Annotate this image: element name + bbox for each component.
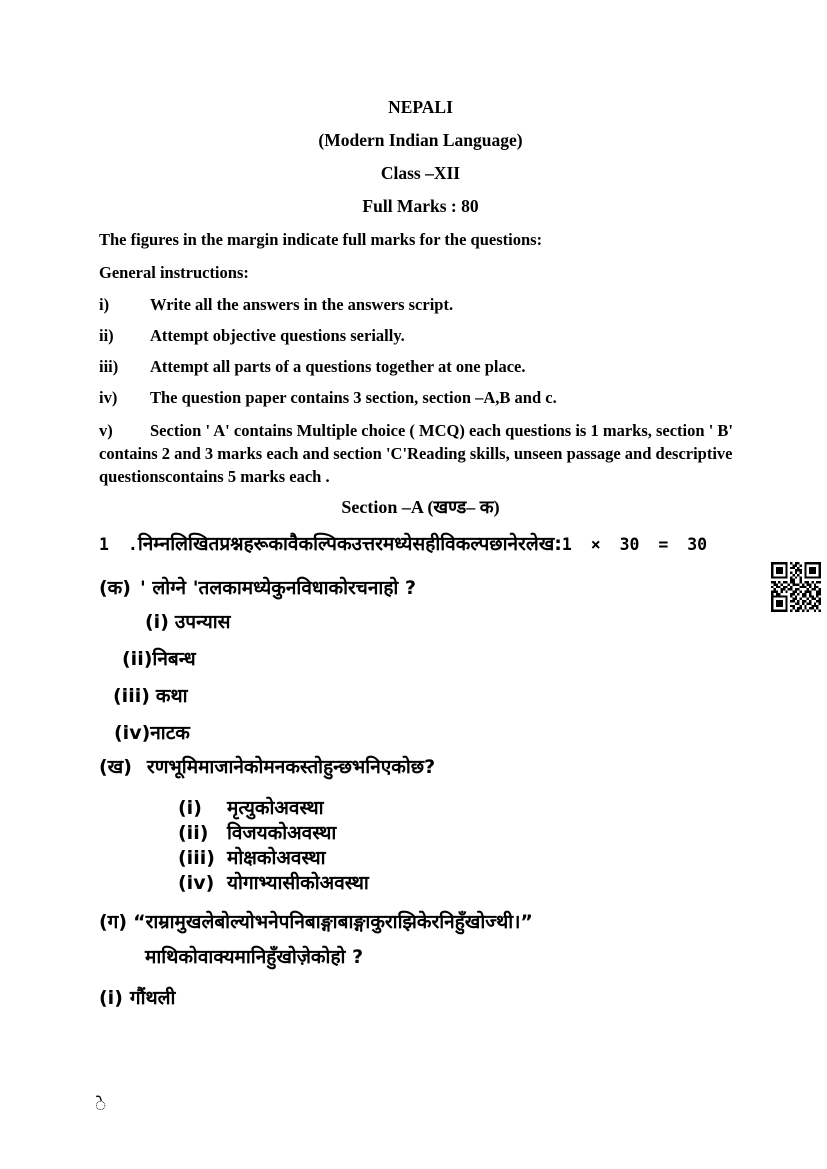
sub-question-label: (क) [99,577,131,599]
option-kha-iv [178,871,742,896]
option-label: (i) [145,611,169,633]
instruction-text: Attempt objective questions serially. [150,326,405,345]
sub-question-ga [99,909,742,935]
instruction-label: ii) [99,326,114,345]
paper-header [99,97,742,216]
instruction-item-3 [99,357,742,377]
option-text: निबन्ध [152,648,196,670]
instruction-label: v) [99,421,113,440]
option-label: (iv) [178,872,215,894]
instruction-text: Attempt all parts of a questions together at one place. [150,357,526,376]
paper-title: NEPALI [388,97,453,117]
option-text: योगाभ्यासीकोअवस्था [227,872,369,894]
option-kha-ii [178,821,742,846]
option-label: (iv) [114,722,151,744]
option-ka-iv [114,720,742,746]
section-a-heading [99,495,742,519]
option-text: कथा [155,685,188,707]
class-line: Class –XII [380,163,461,183]
sub-question-label: (ख) [99,756,132,778]
instruction-item-5 [99,419,742,488]
option-label: (i) [99,987,123,1009]
options-ka [99,609,742,746]
question-1-number: 1 . [99,535,138,554]
sub-question-ka [99,575,742,601]
sub-question-kha [99,754,742,780]
instruction-label: iii) [99,357,119,376]
sub-question-label: (ग) [99,911,128,933]
option-text: मृत्युकोअवस्था [227,797,324,819]
section-a-heading-text: Section –A (खण्ड– क) [341,497,500,517]
option-label: (i) [178,797,202,819]
option-label: (ii) [122,648,153,670]
option-label: (iii) [178,847,215,869]
instruction-text: The question paper contains 3 section, section –A,B and c. [150,388,557,407]
question-1 [99,531,742,558]
option-kha-iii [178,846,742,871]
stray-diacritic-mark: े [95,1094,107,1116]
option-ga-i [99,985,742,1011]
instruction-item-2 [99,326,742,346]
question-1-marks: 1 × 30 = 30 [561,535,708,554]
sub-question-quote: “राम्रामुखलेबोल्योभनेपनिबाङ्गाबाङ्गाकुराझिकेरनिहुँखोज्थी।” [133,911,533,933]
option-text: गौंथली [129,987,176,1009]
options-kha [178,796,742,896]
instruction-item-1 [99,295,742,315]
instruction-label: i) [99,295,110,314]
sub-question-text: ' लोग्ने 'तलकामध्येकुनविधाकोरचनाहो ? [139,577,416,599]
option-text: उपन्यास [174,611,231,633]
option-kha-i [178,796,742,821]
instruction-label: iv) [99,388,118,407]
qr-code [771,562,821,612]
sub-question-ga-line2: माथिकोवाक्यमानिहुँखोज़ेकोहो ? [145,946,364,968]
instruction-item-4 [99,388,742,408]
paper-subtitle: (Modern Indian Language) [318,130,523,150]
sub-question-text: रणभूमिमाजानेकोमनकस्तोहुन्छभनिएकोछ? [146,756,436,778]
option-label: (ii) [178,822,209,844]
general-instructions-heading: General instructions: [99,263,249,282]
option-text: नाटक [150,722,190,744]
option-label: (iii) [113,685,150,707]
page-content [99,97,742,1011]
option-ka-i [145,609,742,635]
question-1-text: निम्नलिखितप्रश्नहरूकावैकल्पिकउत्तरमध्येसहीविकल्पछानेरलेख: [137,533,562,555]
qr-code-icon [771,562,821,612]
option-text: विजयकोअवस्था [227,822,337,844]
option-text: मोक्षकोअवस्था [227,847,326,869]
margin-note: The figures in the margin indicate full marks for the questions: [99,230,543,249]
full-marks-line: Full Marks : 80 [362,196,479,216]
option-ka-iii [113,683,742,709]
option-ka-ii [122,646,742,672]
instruction-text: Section ' A' contains Multiple choice ( MCQ) each questions is 1 marks, section ' B' contains 2 and 3 marks each and section 'C'Reading skills, unseen passage and descriptive questionscontains 5 marks each . [99,421,733,486]
instruction-text: Write all the answers in the answers script. [150,295,454,314]
